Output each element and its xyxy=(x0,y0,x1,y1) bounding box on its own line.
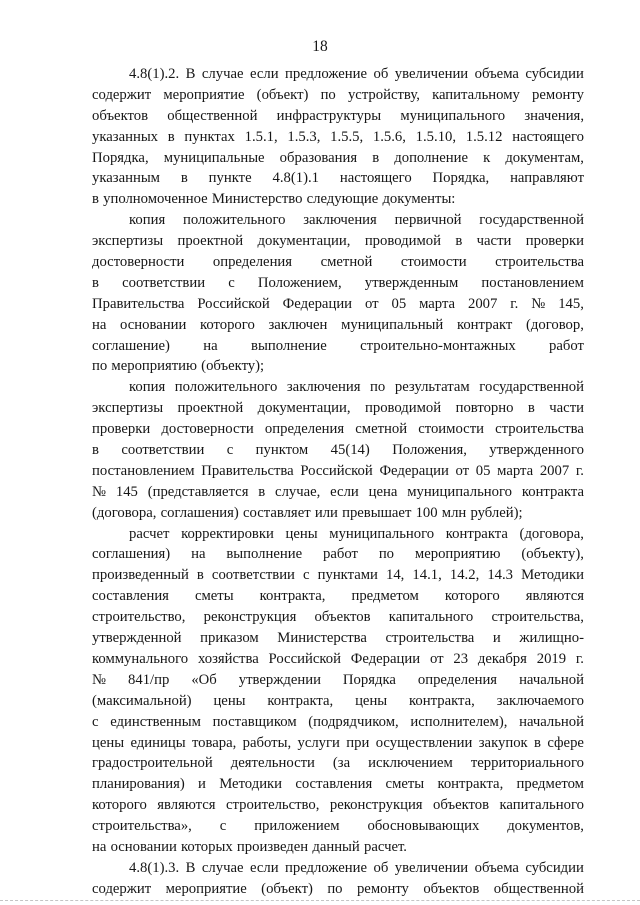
text-line: указанных в пунктах 1.5.1, 1.5.3, 1.5.5, 1.5.6, 1.5.10, 1.5.12 настоящего xyxy=(92,128,584,145)
text-line: (максимальной) цены контракта, цены контракта, заключаемого xyxy=(92,692,584,709)
text-line: соглашение) на выполнение строительно-монтажных работ xyxy=(92,337,584,354)
page-bottom-edge xyxy=(0,900,640,901)
text-line: постановлением Правительства Российской Федерации от 05 марта 2007 г. xyxy=(92,462,584,479)
text-line: копия положительного заключения первичной государственной xyxy=(129,212,584,229)
text-line: Правительства Российской Федерации от 05 марта 2007 г. № 145, xyxy=(92,295,584,312)
text-line: в соответствии с Положением, утвержденным постановлением xyxy=(92,274,584,291)
document-body xyxy=(92,64,584,900)
text-line: коммунального хозяйства Российской Федерации от 23 декабря 2019 г. xyxy=(92,650,584,667)
text-line: составления сметы контракта, предметом которого являются xyxy=(92,588,584,605)
paragraph xyxy=(92,858,584,900)
text-line: указанным в пункте 4.8(1).1 настоящего Порядка, направляют xyxy=(92,170,584,187)
text-line: 4.8(1).2. В случае если предложение об увеличении объема субсидии xyxy=(129,66,584,82)
text-line: № 145 (представляется в случае, если цена муниципального контракта xyxy=(92,483,584,500)
text-line: содержит мероприятие (объект) по устройству, капитальному ремонту xyxy=(92,86,584,103)
text-line: Порядка, муниципальные образования в дополнение к документам, xyxy=(92,149,584,166)
paragraph xyxy=(92,210,584,377)
text-line: утвержденной приказом Министерства строительства и жилищно- xyxy=(92,630,584,647)
paragraph xyxy=(92,524,584,858)
text-line: 4.8(1).3. В случае если предложение об увеличении объема субсидии xyxy=(129,859,584,876)
text-line: строительства», с приложением обосновывающих документов, xyxy=(92,818,584,835)
text-line: строительство, реконструкция объектов капитального строительства, xyxy=(92,609,584,626)
paragraph xyxy=(92,64,584,210)
text-line: экспертизы проектной документации, проводимой в части проверки xyxy=(92,233,584,250)
text-line: объектов общественной инфраструктуры муниципального значения, xyxy=(92,107,584,124)
text-line: на основании которых произведен данный расчет. xyxy=(92,838,407,855)
text-line: в соответствии с пунктом 45(14) Положения, утвержденного xyxy=(92,442,584,459)
text-line: цены единицы товара, работы, услуги при осуществлении закупок в сфере xyxy=(92,734,584,751)
text-line: с единственным поставщиком (подрядчиком, исполнителем), начальной xyxy=(92,713,584,730)
text-line: планирования) и Методики составления сметы контракта, предметом xyxy=(92,776,584,793)
text-line: в уполномоченное Министерство следующие документы: xyxy=(92,191,456,208)
text-line: которого являются строительство, реконструкция объектов капитального xyxy=(92,797,584,814)
paragraph xyxy=(92,377,584,523)
text-line: № 841/пр «Об утверждении Порядка определения начальной xyxy=(92,671,584,688)
text-line: достоверности определения сметной стоимости строительства xyxy=(92,254,584,271)
page-number: 18 xyxy=(312,38,328,55)
text-line: содержит мероприятие (объект) по ремонту объектов общественной xyxy=(92,880,584,897)
text-line: копия положительного заключения по результатам государственной xyxy=(129,379,584,396)
text-line: градостроительной деятельности (за исключением территориального xyxy=(92,755,584,772)
text-line: проверки достоверности определения сметной стоимости строительства xyxy=(92,421,584,438)
text-line: (договора, соглашения) составляет или превышает 100 млн рублей); xyxy=(92,504,523,521)
text-line: соглашения) на выполнение работ по мероприятию (объекту), xyxy=(92,546,584,563)
text-line: произведенный в соответствии с пунктами 14, 14.1, 14.2, 14.3 Методики xyxy=(92,567,584,584)
text-line: экспертизы проектной документации, проводимой повторно в части xyxy=(92,400,584,417)
text-line: по мероприятию (объекту); xyxy=(92,358,265,375)
text-line: расчет корректировки цены муниципального контракта (договора, xyxy=(129,525,584,542)
text-line: на основании которого заключен муниципальный контракт (договор, xyxy=(92,316,584,333)
